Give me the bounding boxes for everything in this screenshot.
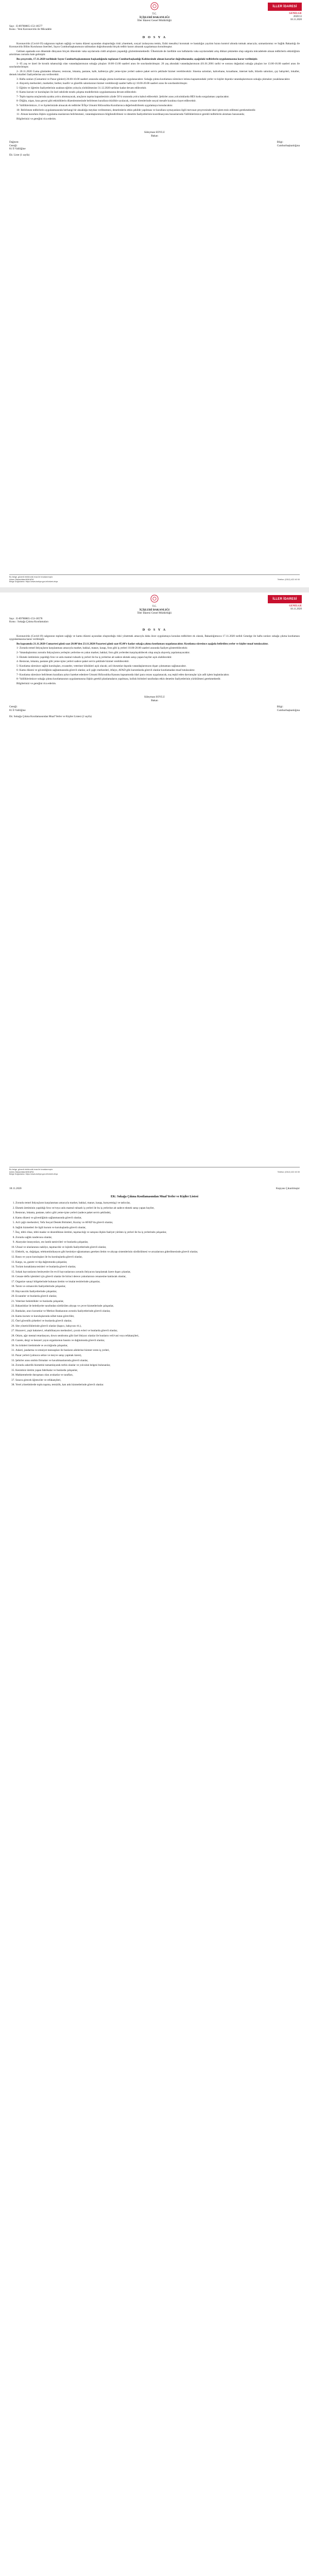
- exemption-list-item: 32. Pazar yerleri (yalnızca sebze ve meyve satışı yapmak üzere),: [15, 1354, 300, 1358]
- signer-name: Süleyman SOYLU: [144, 131, 165, 134]
- exemption-list-item: 16. Cenaze defin işlemleri için görevli olanlar ile birinci derece yakınlarının cenazesine katılacak olanlar,: [15, 1275, 300, 1279]
- page-divider: [0, 587, 309, 592]
- exemption-list-item: 8. Zorunlu sağlık randevusu olanlar,: [15, 1236, 300, 1240]
- sayi-line: Sayı : E-89780865-153-18578: [9, 617, 43, 620]
- document-body: [0, 42, 309, 121]
- stamp-label: GENELGE: [289, 12, 302, 15]
- paragraph: 4- Restoran, lokanta, pastane gibi yeme-içme yerleri sadece paket servis şeklinde hizmet verebilecektir.: [16, 660, 129, 664]
- reference-block: [0, 25, 309, 31]
- exemption-list-item: 5. Acil çağrı merkezleri, Vefa Sosyal Destek Birimleri, Kızılay ve AFAD’da görevli olanlar,: [15, 1221, 300, 1225]
- exemption-list-item: 18. Tarım ve ormancılık faaliyetlerinde çalışanlar,: [15, 1285, 300, 1289]
- gereği-label: Gereği:: [9, 705, 18, 709]
- attachment-note: Ek: Sokağa Çıkma Kısıtlamasından Muaf Yerler ve Kişiler Listesi (2 sayfa): [9, 715, 92, 719]
- exemption-list-item: 15. Sokak hayvanlarını besleyenler ile evcil hayvanlarının zorunlu ihtiyacını karşılamak üzere dışarı çıkanlar,: [15, 1270, 300, 1274]
- paragraph: 5- Kısıtlama süresince sağlık kuruluşları, eczaneler, veteriner klinikleri açık olacak; acil durumlar dışında vatandaşlarımızın dışarı çıkmaması sağlanacaktır.: [16, 664, 186, 668]
- exemption-list-item: 13. Kargo, su, gazete ve tüp dağıtımında çalışanlar,: [15, 1261, 300, 1264]
- exemption-list-item: 36. Mahkemelerde duruşması olan avukatlar ve tarafları,: [15, 1374, 300, 1377]
- paragraph: Bilgilerinizi ve gereğini rica ederim.: [16, 682, 57, 685]
- document-title: D O S Y A: [142, 628, 167, 632]
- footer-address: Adres: Bakanlıklar/ANKARA: [9, 1171, 34, 1173]
- exemption-list-item: 9. Akaryakıt istasyonları, oto lastik tamircileri ve bunlarda çalışanlar,: [15, 1241, 300, 1244]
- stamp-date: 18.11.2020: [290, 608, 302, 611]
- exemption-list-item: 34. Zorunlu askerlik hizmetini tamamlayarak terhis olanlar ve yolculuk belgesi bulunanlar,: [15, 1364, 300, 1367]
- ministry-line-1: T.C.: [152, 605, 157, 608]
- exemption-list-item: 7. İlaç, tıbbi cihaz, tıbbi maske ve dezenfektan üretimi, taşımacılığı ve satışına ilişkin faaliyet yürüten iş yerleri ile bu iş yerlerinde çalışanlar,: [15, 1231, 300, 1234]
- konu-line: Konu : Yeni Koronavirüs ile Mücadele: [9, 28, 52, 31]
- footer-phone: Telefon: (0312) 422 40 00: [277, 578, 300, 581]
- exemption-list-item: 3. Restoran, lokanta, pastane, tatlıcı gibi yeme-içme yerleri (sadece paket servis şeklinde),: [15, 1211, 300, 1215]
- gereği-value: 81 İl Valiliğine: [9, 708, 26, 712]
- annex-title: EK: Sokağa Çıkma Kısıtlamasından Muaf Yerler ve Kişiler Listesi: [111, 1195, 198, 1198]
- paragraph: 6- Kamu kurum ve kuruluşları ile özel sektörde esnek çalışma modellerinin uygulanmasına devam edilecektir.: [16, 91, 137, 94]
- exemption-list-item: 21. Veteriner hekimlikler ve bunlarda çalışanlar,: [15, 1300, 300, 1303]
- stamp-label: GENELGE: [289, 605, 302, 607]
- footer-address: Adres: Bakanlıklar/ANKARA: [9, 578, 34, 581]
- exemption-list-item: 4. Kamu düzeni ve güvenliğinin sağlanmasında görevli olanlar,: [15, 1216, 300, 1220]
- reference-block: [0, 617, 309, 624]
- paragraph: 6- Kamu düzeni ve güvenliğinin sağlanmasında görevli olanlar, acil çağrı merkezleri, itfaiye, AFAD gibi kurumlarda görevli olanlar kısıtlamadan muaf tutulacaktır.: [16, 669, 195, 672]
- iller-idaresi-logo: İLLER İDARESİ: [268, 595, 302, 603]
- exemption-list-item: 24. Kamu kurum ve kuruluşlarında nöbet tutan görevliler,: [15, 1315, 300, 1318]
- exemption-list-item: 35. Kesintisiz üretim yapan fabrikalar ve bunlarda çalışanlar,: [15, 1369, 300, 1372]
- paragraph: 8- Valiliklerimizce sokağa çıkma kısıtlamasının uygulanmasına ilişkin gerekli planlamaların yapılması, kolluk birimleri tarafından etkin denetim faaliyetlerinin yürütülmesi gerekmektedir.: [16, 677, 221, 681]
- iller-idaresi-logo: İLLER İDARESİ: [268, 3, 302, 11]
- konu-line: Konu : Sokağa Çıkma Kısıtlamaları: [9, 620, 48, 624]
- paragraph: Bu çerçevede, 17.11.2020 tarihinde Sayın Cumhurbaşkanımızın başkanlığında toplanan Cumhurbaşkanlığı Kabinesinde alınan kararlar doğrultusunda; aşağıdaki tedbirlerin uygulanmasına karar verilmiştir.: [16, 58, 258, 61]
- gereği-value: 81 İl Valiliğine: [9, 147, 26, 151]
- paragraph: 2- Vatandaşlarımız zorunlu ihtiyaçlarını yerleşim yerlerine en yakın market, bakkal, fırın gibi yerlerden karşılayabilecek olup araçla alışveriş yapılamayacaktır.: [16, 651, 191, 654]
- annex-list-page: [0, 1185, 309, 1388]
- exemption-list-item: 23. Bankalar, aracı kurumlar ve Merkez Bankasının zorunlu faaliyetlerinde görevli olanlar,: [15, 1310, 300, 1313]
- exemption-list-item: 20. Eczaneler ve bunlarda görevli olanlar,: [15, 1295, 300, 1298]
- crest-icon: [150, 2, 159, 10]
- exemption-list-item: 22. Bakanlıklar ile belediyeler tarafından sürdürülen altyapı ve çevre hizmetlerinde çalışanlar,: [15, 1304, 300, 1308]
- exemption-list-item: 30. Su ürünleri üretiminde ve avcılığında çalışanlar,: [15, 1344, 300, 1348]
- paragraph: Koronavirüs (Covid-19) salgınının toplum sağlığı ve kamu düzeni açısından oluşturduğu riski yönetmek amacıyla daha önce uygulamaya konulan tedbirlere ek olarak, Bakanlığımızca 17.11.2020 tarihli Genelge ile hafta sonları sokağa çıkma kısıtlaması uygulanmasına karar verilmiştir.: [9, 634, 300, 641]
- letterhead: [0, 592, 309, 617]
- document-body: [0, 635, 309, 686]
- footer-signature-note: Bu belge, güvenli elektronik imza ile imzalanmıştır.: [9, 576, 53, 579]
- paragraph: 11- Alınan kararlara ilişkin uygulama esaslarının belirlenmesi, vatandaşlarımızın bilgilendirilmesi ve denetim faaliyetlerinin koordinasyonu hususlarında Valiliklerimizce gerekli tedbirlerin alınması hususunda;: [16, 113, 245, 116]
- exemption-list: [0, 1201, 309, 1387]
- annex-header: [0, 1185, 309, 1190]
- bilgi-value: Cumhurbaşkanlığına: [277, 144, 300, 147]
- exemption-list-item: 37. Sınava girecek öğrenciler ve refakatçileri,: [15, 1379, 300, 1382]
- signer-title: Bakan: [151, 134, 158, 138]
- document-title: D O S Y A: [142, 35, 167, 39]
- stamp-date: 18.11.2020: [290, 19, 302, 22]
- paragraph: 2- 20.11.2020 Cuma gününden itibaren; restoran, lokanta, pastane, kafe, kafeterya gibi yeme-içme yerleri sadece paket servis şeklinde hizmet verebilecektir. Sinema salonları, kahvehane, kıraathane, internet kafe, bilardo salonları, çay bahçeleri, lokaller, dernek lokalleri faaliyetlerine ara verilecektir.: [9, 70, 300, 77]
- ministry-line-3: İller İdaresi Genel Müdürlüğü: [137, 612, 172, 615]
- signer-name: Süleyman SOYLU: [144, 696, 165, 699]
- paragraph: 10- Belirlenen tedbirlerin uygulanmasında herhangi bir aksaklığa meydan verilmemesi, denetimlerin etkin şekilde yapılması ve kurallara uymayanlara ilgili mevzuat çerçevesinde idari işlem tesis edilmesi gerekmektedir.: [16, 108, 256, 112]
- distribution: [0, 702, 309, 712]
- exemption-list-item: 27. Huzurevi, yaşlı bakımevi, rehabilitasyon merkezleri, çocuk evleri ve bunlarda görevli olanlar,: [15, 1329, 300, 1333]
- exemption-list-item: 19. Hayvancılık faaliyetlerinde çalışanlar,: [15, 1290, 300, 1294]
- paragraph: 3- Hafta sonları (Cumartesi ve Pazar günleri) 20.00-10.00 saatleri arasında sokağa çıkma kısıtlaması uygulanacaktır. Sokağa çıkma kısıtlaması süresince istisna kapsamındaki yerler ve kişiler dışında vatandaşlarımızın sokağa çıkmaları yasaklanacaktır.: [16, 77, 290, 81]
- exemption-list-item: 28. Otizm, ağır mental retardasyon, down sendromu gibi özel ihtiyacı olanlar ile bunların veli/vasi veya refakatçileri,: [15, 1334, 300, 1338]
- ministry-line-3: İller İdaresi Genel Müdürlüğü: [137, 19, 172, 22]
- signature-block: [0, 690, 309, 702]
- dagitim-label: Dağıtım:: [9, 141, 19, 144]
- signature-block: [0, 126, 309, 138]
- paragraph: Gelinen aşamada son dönemde dünyanın birçok ülkesinde vaka sayılarında ciddi artışların yaşandığı gözlemlenmektedir. Ülkemizde de özellikle son haftalarda vaka sayılarındaki artış dikkat çekmekte olup salgınla mücadelede alınan tedbirlerin etkinliğinin artırılması zorunlu hale gelmiştir.: [9, 49, 300, 57]
- paragraph: 3- Ekmek üretiminin yapıldığı fırın ve unlu mamul ruhsatlı iş yerleri ile bu iş yerlerine ait sadece ekmek satışı yapan bayiler açık olabilecektir.: [16, 655, 172, 659]
- bilgi-label: Bilgi:: [277, 141, 283, 144]
- exemption-list-item: 33. Şehirler arası otobüs firmaları ve havalimanlarında görevli olanlar,: [15, 1359, 300, 1363]
- exemption-list-item: 10. Ulusal ve uluslararası nakliye, taşımacılık ve lojistik faaliyetlerinde görevli olanlar,: [15, 1246, 300, 1249]
- exemption-list-item: 38. Yerel yönetimlerde toplu taşıma, temizlik, katı atık hizmetlerinde görevli olanlar.: [15, 1383, 300, 1387]
- genelge-stamp: [289, 12, 302, 22]
- paragraph: Koronavirüs (Covid-19) salgınının toplum sağlığı ve kamu düzeni açısından oluşturduğu riski yönetmek, sosyal izolasyonu temin, fiziki mesafeyi korumak ve hastalığın yayılım hızını kontrol altında tutmak amacıyla; uzmanlarımız ve Sağlık Bakanlığı ile Koronavirüs Bilim Kurulunun önerileri, Sayın Cumhurbaşkanımızın talimatları doğrultusunda birçok tedbir kararı alınarak uygulamaya konulmuştur.: [9, 42, 300, 49]
- paragraph: 7- Toplu taşıma araçlarında ayakta yolcu alınmayacak, araçların taşıma kapasitesinin yüzde 50’si oranında yolcu kabul edilecektir. Şehirler arası yolculuklarda HES kodu sorgulaması yapılacaktır.: [16, 95, 230, 98]
- attachment-note: Ek: Liste (1 sayfa): [9, 154, 30, 157]
- footer-verification-link[interactable]: Belge Doğrulama: https://www.turkiye.gov.tr/icisleri-ebys: [9, 581, 58, 583]
- exemption-list-item: 11. Elektrik, su, doğalgaz, telekomünikasyon gibi kesintiye uğramaması gereken iletim ve altyapı sistemlerinin sürdürülmesi ve arızalarının giderilmesinde görevli olanlar,: [15, 1250, 300, 1254]
- stamp-number: 2020/13: [293, 15, 302, 19]
- paragraph: 4- Alışveriş merkezleri, marketler, berber, kuaför ve güzellik salonlarının hizmet verebileceği saatler hafta içi 10.00-20.00 saatleri arası ile sınırlandırılmıştır.: [16, 82, 188, 86]
- distribution: [0, 138, 309, 150]
- paragraph: 1- Zorunlu temel ihtiyaçların karşılanması amacıyla market, bakkal, manav, kasap, fırın gibi iş yerleri 10.00-20.00 saatleri arasında faaliyet gösterebilecektir.: [16, 647, 188, 650]
- bilgi-label: Bilgi:: [277, 705, 283, 709]
- exemption-list-item: 2. Ekmek üretiminin yapıldığı fırın ve/veya unlu mamul ruhsatlı iş yerleri ile bu iş yerlerine ait sadece ekmek satışı yapan bayiler,: [15, 1207, 300, 1210]
- paragraph: 8- Düğün, nişan, kına gecesi gibi etkinliklerin düzenlenmesinde belirlenen kurallara titizlikle uyulacak, cenaze törenlerinde sosyal mesafe kuralına riayet edilecektir.: [16, 99, 196, 103]
- annex-date: 18.11.2020: [9, 1187, 22, 1190]
- gereği-label: Gereği:: [9, 144, 18, 147]
- signer-title: Bakan: [151, 699, 158, 702]
- ministry-line-1: T.C.: [152, 12, 157, 15]
- footer-verification-link[interactable]: Belge Doğrulama: https://www.turkiye.gov.tr/icisleri-ebys: [9, 1173, 58, 1176]
- document-page-1: [0, 0, 309, 587]
- page-footer: [9, 574, 300, 583]
- exemption-list-item: 26. Site yöneticiliklerinde görevli olanlar (kapıcı, bahçıvan vb.),: [15, 1325, 300, 1328]
- ministry-line-2: İÇİŞLERİ BAKANLIĞI: [139, 608, 170, 612]
- paragraph: 5- Eğitim ve öğretim faaliyetlerinin uzaktan eğitim yoluyla yürütülmesine 31.12.2020 tarihine kadar devam edilecektir.: [16, 86, 147, 90]
- paragraph: Bilgilerinizi ve gereğini rica ederim.: [16, 117, 57, 121]
- crest-icon: [150, 595, 159, 603]
- sayi-line: Sayı : E-89780865-153-18577: [9, 25, 43, 28]
- exemption-list-item: 31. Askeri, jandarma ve emniyet mensupları ile bunların ailelerine hizmet veren iş yerleri,: [15, 1349, 300, 1352]
- exemption-list-item: 25. Özel güvenlik şirketleri ve bunlarda görevli olanlar,: [15, 1319, 300, 1323]
- exemption-list-item: 6. Sağlık hizmetleri ile ilgili kurum ve kuruluşlarda görevli olanlar,: [15, 1226, 300, 1230]
- paragraph: Bu kapsamda 21.11.2020 Cumartesi günü saat 20.00’den 23.11.2020 Pazartesi günü saat 05.00’e kadar sokağa çıkma kısıtlaması uygulanacaktır. Kısıtlama süresince aşağıda belirtilen yerler ve kişiler muaf tutulacaktır.: [16, 642, 269, 646]
- annex-copy-note: Kopyası Çıkarılmıştır: [276, 1187, 300, 1190]
- paragraph: 9- Valiliklerimizce, il ve ilçelerimizde alınacak ek tedbirler İl/İlçe Umumi Hıfzıssıhha Kurullarınca değerlendirilerek uygulamaya konulacaktır.: [16, 104, 173, 108]
- exemption-list-item: 12. Basın ve yayın kuruluşları ile bu kuruluşlarda görevli olanlar,: [15, 1256, 300, 1259]
- page-footer: [9, 1167, 300, 1176]
- exemption-list-item: 1. Zorunlu temel ihtiyaçların karşılanması amacıyla market, bakkal, manav, kasap, kuruyemişçi ve tatlıcılar,: [15, 1201, 300, 1205]
- paragraph: 7- Kısıtlama süresince belirlenen kurallara aykırı hareket edenlere Umumi Hıfzıssıhha Kanunu kapsamında idari para cezası uygulanacak, suç teşkil eden davranışlar için adli işlem başlatılacaktır.: [16, 673, 230, 676]
- footer-phone: Telefon: (0312) 422 40 00: [277, 1171, 300, 1173]
- bilgi-value: Cumhurbaşkanlığına: [277, 708, 300, 712]
- letterhead: [0, 0, 309, 25]
- document-page-2: [0, 592, 309, 1180]
- exemption-list-item: 29. Gazete, dergi ve benzeri yayın organlarının basımı ve dağıtımında görevli olanlar,: [15, 1339, 300, 1343]
- ministry-line-2: İÇİŞLERİ BAKANLIĞI: [139, 15, 170, 19]
- paragraph: 1- 65 yaş ve üzeri ile kronik rahatsızlığı olan vatandaşlarımızın sokağa çıkışları 10.00-13.00 saatleri arası ile sınırlandırılmıştır. 20 yaş altındaki vatandaşlarımızın (01.01.2001 tarihi ve sonrası doğanlar) sokağa çıkışları ise 13.00-16.00 saatleri arası ile sınırlandırılmıştır.: [9, 62, 300, 69]
- exemption-list-item: 17. Organize sanayi bölgelerinde bulunan üretim ve imalat tesislerinde çalışanlar,: [15, 1280, 300, 1284]
- genelge-stamp: [289, 605, 302, 611]
- footer-signature-note: Bu belge, güvenli elektronik imza ile imzalanmıştır.: [9, 1168, 53, 1171]
- exemption-list-item: 14. Turizm konaklama tesisleri ve bunlarda görevli olanlar,: [15, 1265, 300, 1269]
